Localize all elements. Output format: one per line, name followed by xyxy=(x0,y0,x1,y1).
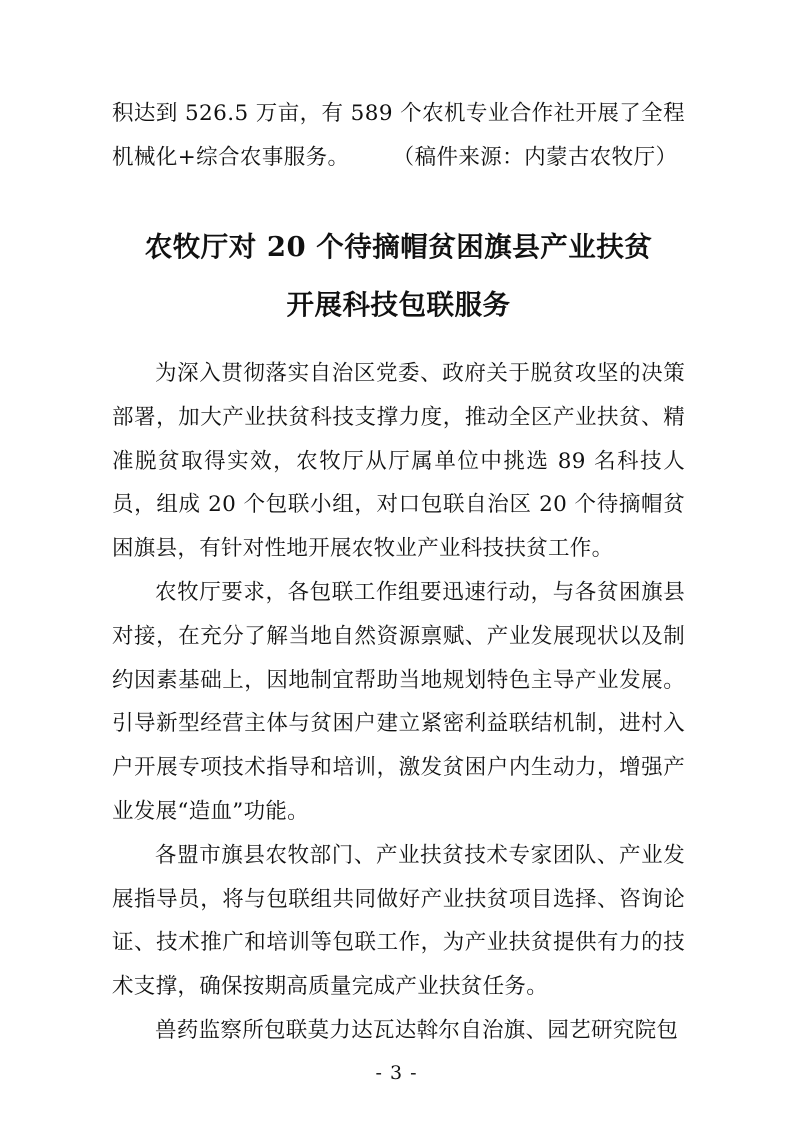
body-paragraph-4: 兽药监察所包联莫力达瓦达斡尔自治旗、园艺研究院包 xyxy=(155,1017,679,1043)
body-paragraph-3: 各盟市旗县农牧部门、产业扶贫技术专家团队、产业发展指导员，将与包联组共同做好产业扶贫项目选择、咨询论证、技术推广和培训等包联工作，为产业扶贫提供有力的技术支撑，确保按期高质量完成产业扶贫任务。 xyxy=(112,842,685,1000)
page-title xyxy=(112,218,685,334)
continued-paragraph xyxy=(112,92,685,180)
body-paragraph-2: 农牧厅要求，各包联工作组要迅速行动，与各贫困旗县对接，在充分了解当地自然资源禀赋、产业发展现状以及制约因素基础上，因地制宜帮助当地规划特色主导产业发展。引导新型经营主体与贫困户建立紧密利益联结机制，进村入户开展专项技术指导和培训，激发贫困户内生动力，增强产业发展“造血”功能。 xyxy=(112,579,685,824)
source-note: （稿件来源：内蒙古农牧厅） xyxy=(403,145,678,170)
continued-paragraph-text: 积达到 526.5 万亩，有 589 个农机专业合作社开展了全程机械化+综合农事服务。 xyxy=(112,101,685,170)
page-number: - 3 - xyxy=(375,1062,418,1084)
body-paragraph-1: 为深入贯彻落实自治区党委、政府关于脱贫攻坚的决策部署，加大产业扶贫科技支撑力度，推动全区产业扶贫、精准脱贫取得实效，农牧厅从厅属单位中挑选 89 名科技人员，组成 20 个包联小组，对口包联自治区 20 个待摘帽贫困旗县，有针对性地开展农牧业产业科技扶贫工作。 xyxy=(112,361,685,562)
page-title-line-2: 开展科技包联服务 xyxy=(286,289,511,321)
page-title-line-1: 农牧厅对 20 个待摘帽贫困旗县产业扶贫 xyxy=(144,231,653,263)
body-text xyxy=(112,352,685,1053)
